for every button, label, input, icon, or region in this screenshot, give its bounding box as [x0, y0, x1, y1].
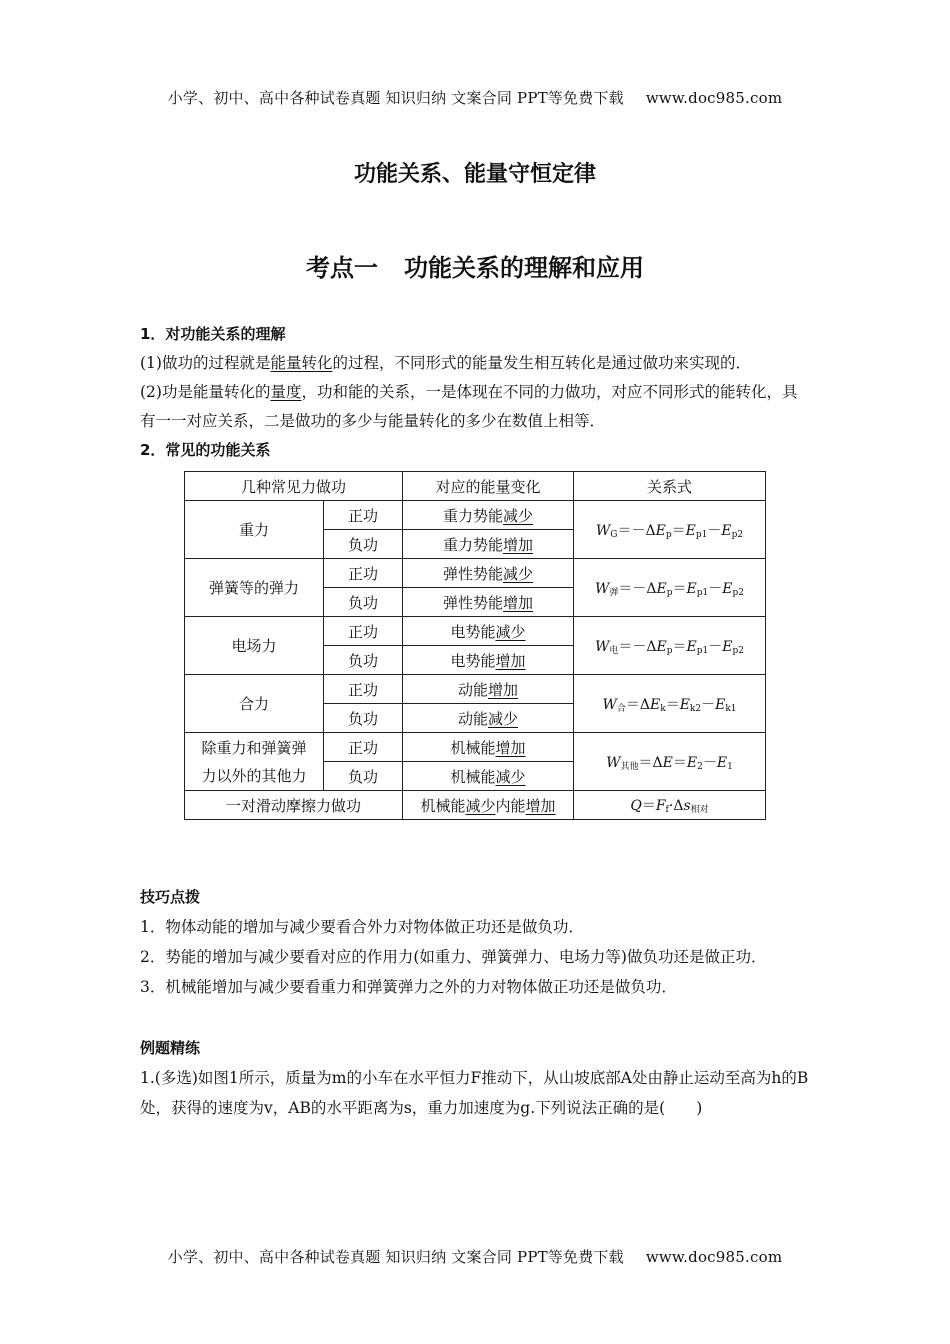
table-row [185, 617, 766, 646]
work-sign: 正功 [324, 501, 403, 530]
table-header-energy: 对应的能量变化 [403, 472, 574, 501]
formula-spring: $W_弹=-\Delta E_p=E_{p1}-E_{p2}$ [574, 559, 766, 617]
energy-change: 机械能减少内能增加 [403, 791, 574, 820]
examples-heading: 例题精练 [140, 1039, 201, 1057]
part1-paragraph-2: (2)功是能量转化的量度，功和能的关系，一是体现在不同的力做功，对应不同形式的能转化，具有一一对应关系，二是做功的多少与能量转化的多少在数值上相等． [140, 383, 798, 430]
header-url[interactable]: www.doc985.com [645, 89, 783, 107]
work-sign: 正功 [324, 559, 403, 588]
work-energy-table [184, 471, 766, 820]
page-title: 功能关系、能量守恒定律 [353, 162, 596, 187]
footer-text: 小学、初中、高中各种试卷真题 知识归纳 文案合同 PPT等免费下载 [167, 1248, 624, 1266]
header-text: 小学、初中、高中各种试卷真题 知识归纳 文案合同 PPT等免费下载 [167, 89, 624, 107]
list-item: 3．机械能增加与减少要看重力和弹簧弹力之外的力对物体做正功还是做负功． [140, 978, 677, 996]
list-item: 2．势能的增加与减少要看对应的作用力(如重力、弹簧弹力、电场力等)做负功还是做正功． [140, 948, 767, 966]
energy-change: 动能增加 [403, 675, 574, 704]
table-row [185, 675, 766, 704]
force-electric: 电场力 [185, 617, 324, 675]
energy-change: 重力势能减少 [403, 501, 574, 530]
formula-gravity: $W_G=-\Delta E_p=E_{p1}-E_{p2}$ [574, 501, 766, 559]
table-row [185, 501, 766, 530]
energy-change: 弹性势能减少 [403, 559, 574, 588]
work-sign: 负功 [324, 530, 403, 559]
table-header-row [185, 472, 766, 501]
table-row [185, 791, 766, 820]
part2-heading: 2．常见的功能关系 [140, 441, 271, 459]
energy-change: 动能减少 [403, 704, 574, 733]
work-sign: 负功 [324, 762, 403, 791]
table-row [185, 733, 766, 762]
section-title [0, 248, 950, 283]
formula-friction: $Q=F_f\cdot\Delta s_{相对}$ [574, 791, 766, 820]
force-friction: 一对滑动摩擦力做功 [185, 791, 403, 820]
energy-change: 机械能增加 [403, 733, 574, 762]
force-other: 除重力和弹簧弹 力以外的其他力 [185, 733, 324, 791]
page-header [0, 87, 950, 108]
part1-heading: 1．对功能关系的理解 [140, 325, 286, 343]
part1-content [140, 320, 812, 465]
force-spring: 弹簧等的弹力 [185, 559, 324, 617]
energy-change: 电势能减少 [403, 617, 574, 646]
energy-change: 机械能减少 [403, 762, 574, 791]
formula-other: $W_{其他}=\Delta E=E_2-E_1$ [574, 733, 766, 791]
table-header-force: 几种常见力做功 [185, 472, 403, 501]
energy-change: 弹性势能增加 [403, 588, 574, 617]
page-footer [0, 1246, 950, 1267]
tips-heading: 技巧点拨 [140, 888, 201, 906]
energy-change: 电势能增加 [403, 646, 574, 675]
work-sign: 正功 [324, 733, 403, 762]
footer-url[interactable]: www.doc985.com [645, 1248, 783, 1266]
work-sign: 正功 [324, 675, 403, 704]
work-sign: 负功 [324, 646, 403, 675]
work-sign: 负功 [324, 704, 403, 733]
table-row [185, 559, 766, 588]
list-item: 1．物体动能的增加与减少要看合外力对物体做正功还是做负功． [140, 918, 584, 936]
work-sign: 负功 [324, 588, 403, 617]
examples-section [140, 1033, 812, 1123]
formula-electric: $W_电=-\Delta E_p=E_{p1}-E_{p2}$ [574, 617, 766, 675]
force-net: 合力 [185, 675, 324, 733]
formula-net: $W_合=\Delta E_k=E_{k2}-E_{k1}$ [574, 675, 766, 733]
work-sign: 正功 [324, 617, 403, 646]
question-1: 1.(多选)如图1所示，质量为m的小车在水平恒力F推动下，从山坡底部A处由静止运动至高为h的B处，获得的速度为v，AB的水平距离为s，重力加速度为g.下列说法正确的是( ) [140, 1069, 809, 1117]
section-label: 考点一 [306, 254, 378, 282]
section-text: 功能关系的理解和应用 [404, 254, 644, 282]
tips-section [140, 882, 812, 1002]
part1-paragraph-1: (1)做功的过程就是能量转化的过程，不同形式的能量发生相互转化是通过做功来实现的． [140, 354, 751, 372]
table-header-formula: 关系式 [574, 472, 766, 501]
energy-change: 重力势能增加 [403, 530, 574, 559]
force-gravity: 重力 [185, 501, 324, 559]
